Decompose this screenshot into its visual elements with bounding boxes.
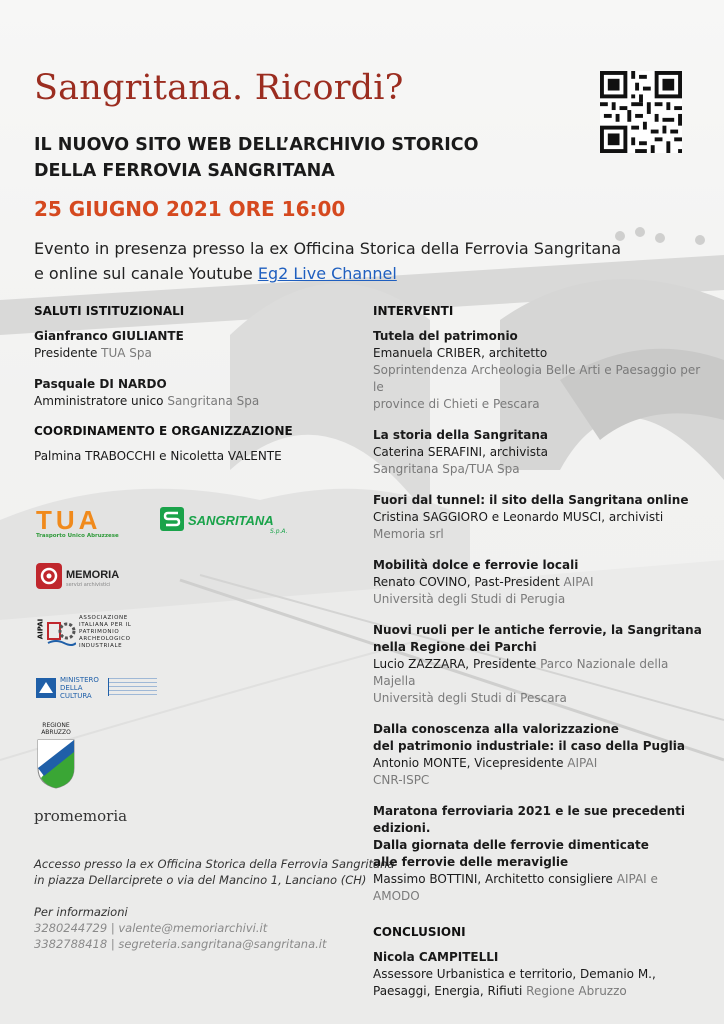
youtube-channel-link[interactable]: Eg2 Live Channel (257, 264, 397, 283)
access-line-2: in piazza Dellarciprete o via del Mancino 1, Lanciano (CH) (34, 873, 367, 887)
ministero-line: DELLA (60, 684, 83, 692)
right-column (373, 304, 708, 1014)
sangritana-mark-icon (160, 507, 184, 531)
org-text: Regione Abruzzo (526, 984, 627, 998)
talk-title: Mobilità dolce e ferrovie locali (373, 558, 579, 572)
speaker-name: Massimo BOTTINI (373, 872, 478, 886)
info-line-2: 3382788418 | segreteria.sangritana@sangritana.it (34, 937, 327, 951)
talk-5 (373, 622, 708, 707)
sangritana-logo (160, 507, 290, 537)
speaker-name: Nicola CAMPITELLI (373, 950, 499, 964)
talk-title-2: Dalla giornata delle ferrovie dimenticate (373, 838, 649, 852)
talk-title: La storia della Sangritana (373, 428, 548, 442)
talk-speaker (373, 755, 708, 772)
memoria-logo (36, 563, 136, 593)
role-text: Amministratore unico (34, 394, 168, 408)
speaker-name: Gianfranco GIULIANTE (34, 329, 184, 343)
talk-org-2: province di Chieti e Pescara (373, 397, 540, 411)
ministero-line: CULTURA (60, 692, 92, 700)
speaker-role (34, 393, 334, 410)
regione-shield-icon (36, 738, 76, 790)
conclusioni-heading: CONCLUSIONI (373, 925, 466, 939)
talk-speaker (373, 871, 708, 905)
talk-org: Università degli Studi di Perugia (373, 592, 566, 606)
aipai-line: ITALIANA PER IL (79, 622, 132, 628)
left-column (34, 304, 334, 465)
ministero-mark-icon (36, 678, 56, 698)
promemoria-logo: promemoria (34, 807, 128, 825)
talk-org: Memoria srl (373, 527, 444, 541)
event-title: Sangritana. Ricordi? (34, 68, 404, 108)
regione-line: REGIONE (42, 722, 70, 729)
speaker-name: Renato COVINO, Past-President (373, 575, 564, 589)
aipai-line: PATRIMONIO (79, 629, 120, 635)
sangritana-logo-text: SANGRITANA (188, 513, 274, 528)
talk-speaker (373, 656, 708, 690)
info-heading: Per informazioni (34, 905, 128, 919)
speaker-role (34, 345, 334, 362)
role-text: Presidente (34, 346, 102, 360)
aipai-vertical-text: AIPAI (36, 618, 45, 640)
aipai-text (79, 615, 131, 650)
speaker-org: AIPAI e AMODO (373, 872, 658, 903)
speaker-org: AIPAI (567, 756, 598, 770)
saluti-heading: SALUTI ISTITUZIONALI (34, 304, 185, 318)
speaker-role: , architetto (481, 346, 548, 360)
role-text: Paesaggi, Energia, Rifiuti (373, 984, 527, 998)
talk-2 (373, 427, 708, 478)
speaker-name: Antonio MONTE, Vicepresidente (373, 756, 568, 770)
talk-title-2: del patrimonio industriale: il caso della Puglia (373, 739, 685, 753)
talk-title-1: Nuovi ruoli per le antiche ferrovie, la Sangritana (373, 623, 702, 637)
talk-3 (373, 492, 708, 543)
speaker-role-1: Assessore Urbanistica e territorio, Demanio M., (373, 967, 656, 981)
speaker-org: AIPAI (563, 575, 594, 589)
talk-org: Università degli Studi di Pescara (373, 691, 567, 705)
talk-org: Sangritana Spa/TUA Spa (373, 462, 520, 476)
event-subtitle (34, 132, 479, 184)
aipai-line: ASSOCIAZIONE (79, 615, 128, 621)
event-date: 25 GIUGNO 2021 ORE 16:00 (34, 197, 346, 221)
contact-info (34, 856, 394, 952)
speaker-org: Parco Nazionale della Majella (373, 657, 669, 688)
talk-org: CNR-ISPC (373, 773, 430, 787)
ministero-text (60, 676, 99, 700)
talk-org-1: Soprintendenza Archeologia Belle Arti e Paesaggio per le (373, 363, 701, 394)
speaker-name: Lucio ZAZZARA, Presidente (373, 657, 541, 671)
memoria-mark-icon (36, 563, 62, 589)
interventi-heading: INTERVENTI (373, 304, 454, 318)
sangritana-logo-sub: S.p.A. (270, 528, 288, 535)
tua-logo-sub: Trasporto Unico Abruzzese (36, 533, 119, 539)
talk-title: Fuori dal tunnel: il sito della Sangritana online (373, 493, 689, 507)
aipai-line: ARCHEOLOGICO (79, 636, 131, 642)
ministero-line: MINISTERO (60, 676, 99, 684)
org-text: TUA Spa (101, 346, 152, 360)
ministero-logo (36, 676, 166, 702)
talk-title-3: alle ferrovie delle meraviglie (373, 855, 569, 869)
talk-speaker: Caterina SERAFINI, archivista (373, 445, 549, 459)
talk-speaker (373, 345, 708, 362)
coord-heading: COORDINAMENTO E ORGANIZZAZIONE (34, 424, 293, 438)
talk-title-1: Dalla conoscenza alla valorizzazione (373, 722, 619, 736)
speaker-giuliante (34, 328, 334, 362)
talk-6 (373, 721, 708, 789)
tua-logo (36, 507, 126, 543)
aipai-line: INDUSTRIALE (79, 643, 123, 649)
speaker-name: Pasquale DI NARDO (34, 377, 167, 391)
coord-names: Palmina TRABOCCHI e Nicoletta VALENTE (34, 449, 282, 463)
aipai-logo (36, 613, 156, 653)
regione-line: ABRUZZO (41, 729, 71, 736)
aipai-gear-icon (46, 617, 76, 647)
talk-speaker: Cristina SAGGIORO e Leonardo MUSCI, archivisti (373, 510, 664, 524)
intro-line-1: Evento in presenza presso la ex Officina Storica della Ferrovia Sangritana (34, 239, 622, 258)
talk-1 (373, 328, 708, 413)
ministero-fine-print (108, 678, 157, 696)
talk-title-2: nella Regione dei Parchi (373, 640, 537, 654)
info-line-1: 3280244729 | valente@memoriarchivi.it (34, 921, 268, 935)
speaker-role: , Architetto consigliere (477, 872, 617, 886)
speaker-di-nardo (34, 376, 334, 410)
regione-text (36, 722, 76, 736)
speaker-name: Emanuela CRIBER (373, 346, 482, 360)
talk-title-1: Maratona ferroviaria 2021 e le sue precedenti edizioni. (373, 804, 685, 835)
conclusion-speaker (373, 949, 708, 1000)
org-text: Sangritana Spa (167, 394, 260, 408)
qr-code-icon[interactable] (600, 71, 682, 153)
speaker-role-2 (373, 983, 708, 1000)
intro-line-2 (34, 261, 621, 286)
subtitle-line-1: IL NUOVO SITO WEB DELL’ARCHIVIO STORICO (34, 135, 479, 155)
talk-4 (373, 557, 708, 608)
access-line-1: Accesso presso la ex Officina Storica della Ferrovia Sangritana (34, 857, 395, 871)
intro-line-2-prefix: e online sul canale Youtube (34, 264, 258, 283)
tua-logo-text: TUA (36, 505, 102, 535)
talk-7 (373, 803, 708, 905)
subtitle-line-2: DELLA FERROVIA SANGRITANA (34, 161, 335, 181)
regione-abruzzo-logo (36, 722, 86, 790)
memoria-logo-sub: servizi archivistici (66, 582, 111, 588)
talk-title: Tutela del patrimonio (373, 329, 518, 343)
talk-speaker (373, 574, 708, 591)
event-intro (34, 236, 621, 286)
memoria-logo-text: MEMORIA (66, 569, 120, 581)
